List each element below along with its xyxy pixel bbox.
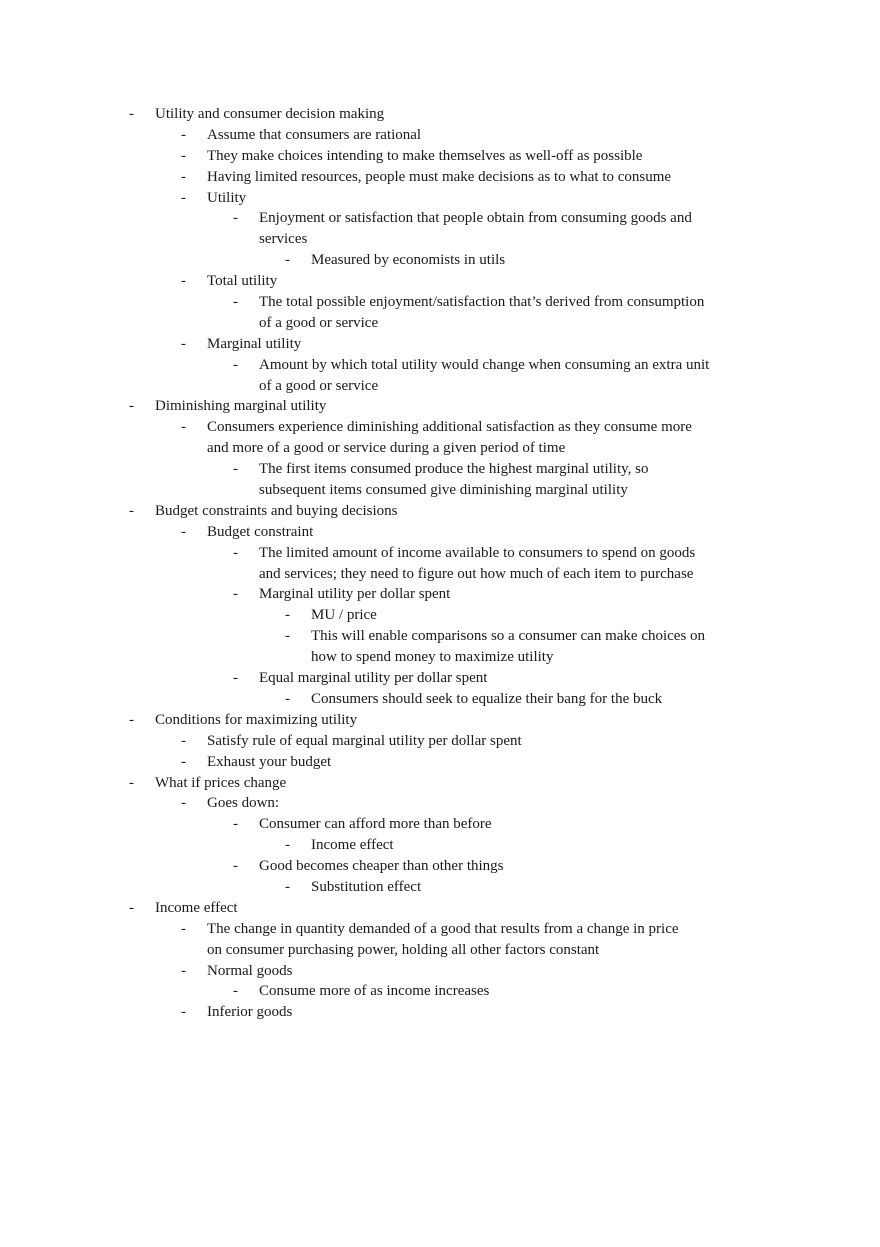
bullet-dash: -: [181, 147, 186, 164]
outline-item-text: Consumers should seek to equalize their bang for the buck: [311, 690, 663, 707]
outline-item-text: Satisfy rule of equal marginal utility per dollar spent: [207, 732, 522, 749]
outline-item-level-2: [0, 459, 880, 480]
bullet-dash: -: [129, 106, 134, 122]
bullet-dash: -: [181, 753, 186, 770]
bullet-dash: -: [181, 168, 186, 185]
outline-item-text: This will enable comparisons so a consumer can make choices on: [311, 628, 706, 645]
outline-item-level-1: [0, 919, 880, 940]
bullet-dash: -: [233, 983, 238, 1000]
outline-item-level-0: [0, 501, 880, 522]
outline-item-level-1: [0, 146, 880, 167]
outline-item-text: Measured by economists in utils: [311, 252, 506, 269]
outline-item-level-2: [0, 355, 880, 376]
bullet-dash: -: [233, 670, 238, 687]
outline-item-level-3: [0, 835, 880, 856]
outline-line-continuation: [0, 480, 880, 501]
outline-item-level-0: [0, 773, 880, 794]
bullet-dash: -: [233, 586, 238, 603]
outline-item-text: Conditions for maximizing utility: [155, 711, 358, 728]
outline-item-text: Income effect: [311, 837, 394, 854]
outline-item-text: Good becomes cheaper than other things: [259, 858, 504, 875]
outline-item-level-2: [0, 981, 880, 1002]
outline-item-level-1: [0, 731, 880, 752]
outline-item-text: of a good or service: [259, 377, 379, 394]
outline-item-level-1: [0, 1002, 880, 1023]
outline-line-continuation: [0, 376, 880, 397]
outline-item-level-1: [0, 752, 880, 773]
outline-item-text: The limited amount of income available to consumers to spend on goods: [259, 544, 696, 561]
outline-item-level-1: [0, 167, 880, 188]
bullet-dash: -: [181, 189, 186, 206]
bullet-dash: -: [233, 294, 238, 311]
outline-item-level-1: [0, 793, 880, 814]
outline-item-level-3: [0, 877, 880, 898]
bullet-dash: -: [285, 878, 290, 895]
bullet-dash: -: [129, 711, 134, 728]
outline-item-text: Utility: [207, 189, 247, 206]
bullet-dash: -: [181, 1004, 186, 1021]
outline-item-text: Enjoyment or satisfaction that people obtain from consuming goods and: [259, 210, 692, 227]
bullet-dash: -: [233, 858, 238, 875]
outline-item-level-2: [0, 543, 880, 564]
outline-line-continuation: [0, 313, 880, 334]
outline-item-text: Normal goods: [207, 962, 293, 979]
outline-item-text: and services; they need to figure out how much of each item to purchase: [259, 565, 694, 582]
outline-item-text: services: [259, 231, 308, 248]
outline-item-level-1: [0, 417, 880, 438]
bullet-dash: -: [181, 335, 186, 352]
outline-item-level-1: [0, 125, 880, 146]
outline-item-text: Having limited resources, people must make decisions as to what to consume: [207, 168, 672, 185]
outline-item-text: Total utility: [207, 273, 278, 290]
outline-item-text: Marginal utility per dollar spent: [259, 586, 451, 603]
bullet-dash: -: [285, 837, 290, 854]
outline-item-text: They make choices intending to make themselves as well-off as possible: [207, 147, 643, 164]
outline-item-text: Goes down:: [207, 795, 280, 812]
bullet-dash: -: [233, 816, 238, 833]
bullet-dash: -: [285, 690, 290, 707]
outline-item-text: What if prices change: [155, 774, 287, 791]
outline-item-text: Consumer can afford more than before: [259, 816, 492, 833]
outline-item-level-0: [0, 898, 880, 919]
bullet-dash: -: [181, 273, 186, 290]
outline-item-text: Diminishing marginal utility: [155, 398, 327, 415]
outline-item-level-2: [0, 856, 880, 877]
outline-item-level-3: [0, 605, 880, 626]
bullet-dash: -: [129, 899, 134, 916]
bullet-dash: -: [233, 544, 238, 561]
outline-line-continuation: [0, 564, 880, 585]
outline-item-level-3: [0, 689, 880, 710]
outline-item-text: Consume more of as income increases: [259, 983, 490, 1000]
bullet-dash: -: [285, 252, 290, 269]
bullet-dash: -: [129, 502, 134, 519]
outline-item-level-1: [0, 188, 880, 209]
outline-item-text: Utility and consumer decision making: [155, 106, 385, 122]
outline-item-text: Substitution effect: [311, 878, 422, 895]
outline-item-text: of a good or service: [259, 314, 379, 331]
outline-item-text: how to spend money to maximize utility: [311, 649, 554, 666]
outline-item-level-1: [0, 961, 880, 982]
outline-item-level-1: [0, 334, 880, 355]
bullet-dash: -: [181, 523, 186, 540]
outline-item-text: Budget constraint: [207, 523, 314, 540]
outline-item-text: The first items consumed produce the highest marginal utility, so: [259, 461, 649, 478]
outline-item-text: Budget constraints and buying decisions: [155, 502, 398, 519]
bullet-dash: -: [233, 210, 238, 227]
bullet-dash: -: [129, 398, 134, 415]
notes-page: [0, 104, 880, 1023]
outline-item-level-0: [0, 710, 880, 731]
outline-item-text: The total possible enjoyment/satisfaction that’s derived from consumption: [259, 294, 705, 311]
outline-item-text: and more of a good or service during a given period of time: [207, 440, 566, 457]
outline-item-level-0: [0, 396, 880, 417]
outline-item-text: The change in quantity demanded of a good that results from a change in price: [207, 920, 679, 937]
outline-item-text: Consumers experience diminishing additional satisfaction as they consume more: [207, 419, 692, 436]
bullet-dash: -: [233, 356, 238, 373]
outline-item-text: Equal marginal utility per dollar spent: [259, 670, 488, 687]
outline-item-text: Marginal utility: [207, 335, 302, 352]
outline-item-text: Amount by which total utility would change when consuming an extra unit: [259, 356, 710, 373]
outline-item-level-2: [0, 292, 880, 313]
bullet-dash: -: [129, 774, 134, 791]
outline-line-continuation: [0, 940, 880, 961]
outline-item-level-2: [0, 668, 880, 689]
outline-item-level-1: [0, 522, 880, 543]
outline-item-level-0: [0, 104, 880, 125]
bullet-dash: -: [181, 419, 186, 436]
outline-item-level-3: [0, 626, 880, 647]
outline-item-text: Inferior goods: [207, 1004, 293, 1021]
bullet-dash: -: [285, 607, 290, 624]
outline-item-text: Income effect: [155, 899, 238, 916]
outline-item-text: Exhaust your budget: [207, 753, 332, 770]
outline-line-continuation: [0, 438, 880, 459]
outline-item-level-2: [0, 584, 880, 605]
bullet-dash: -: [285, 628, 290, 645]
bullet-dash: -: [181, 920, 186, 937]
outline-line-continuation: [0, 229, 880, 250]
bullet-dash: -: [181, 126, 186, 143]
outline-item-text: subsequent items consumed give diminishing marginal utility: [259, 482, 628, 499]
outline-item-text: MU / price: [311, 607, 377, 624]
bullet-dash: -: [181, 732, 186, 749]
outline-line-continuation: [0, 647, 880, 668]
outline-item-level-1: [0, 271, 880, 292]
bullet-dash: -: [233, 461, 238, 478]
outline-item-level-2: [0, 814, 880, 835]
outline-item-level-2: [0, 208, 880, 229]
outline-item-text: Assume that consumers are rational: [207, 126, 422, 143]
bullet-dash: -: [181, 795, 186, 812]
outline-item-level-3: [0, 250, 880, 271]
bullet-dash: -: [181, 962, 186, 979]
bullet-outline: [0, 104, 880, 1023]
outline-item-text: on consumer purchasing power, holding all other factors constant: [207, 941, 600, 958]
